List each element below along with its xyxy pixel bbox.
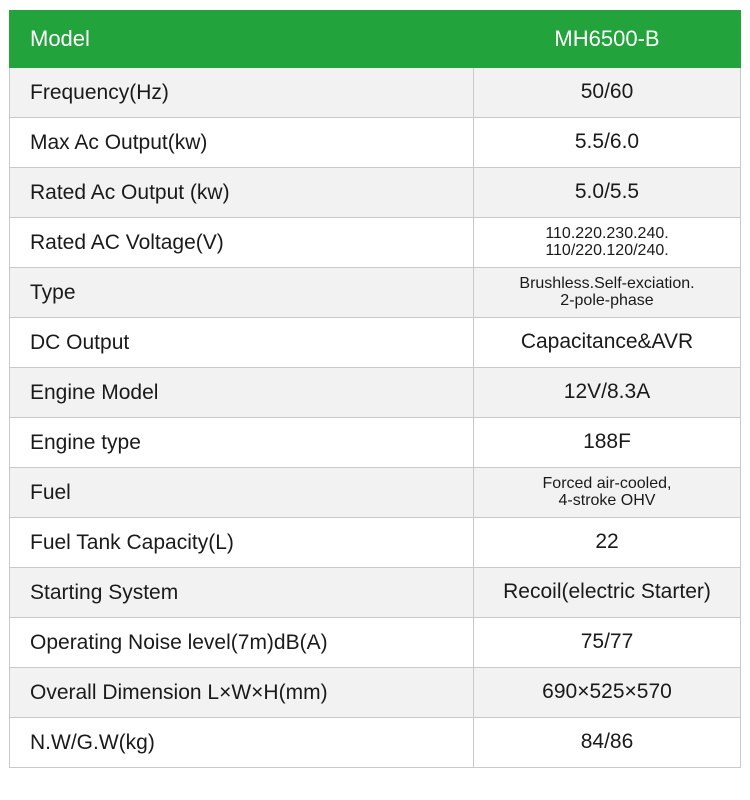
spec-value-line: 75/77: [580, 630, 634, 654]
spec-value: [474, 618, 741, 668]
table-row: [10, 568, 741, 618]
table-row: [10, 318, 741, 368]
spec-label: Fuel Tank Capacity(L): [10, 518, 474, 568]
table-row: [10, 418, 741, 468]
spec-label: Rated AC Voltage(V): [10, 218, 474, 268]
header-value-model: MH6500-B: [474, 11, 741, 68]
spec-value-line: 110.220.230.240.: [545, 224, 669, 242]
spec-value-line: 110/220.120/240.: [545, 241, 669, 259]
spec-label: Starting System: [10, 568, 474, 618]
spec-value-line: 12V/8.3A: [563, 380, 651, 404]
table-row: [10, 718, 741, 768]
spec-value-line: 4-stroke OHV: [558, 491, 656, 509]
spec-value-line: 5.5/6.0: [574, 130, 640, 154]
spec-value: [474, 468, 741, 518]
table-header-row: [10, 11, 741, 68]
spec-value: [474, 418, 741, 468]
spec-value: [474, 318, 741, 368]
spec-value-line: 22: [595, 530, 619, 554]
spec-value: [474, 718, 741, 768]
spec-label: Max Ac Output(kw): [10, 118, 474, 168]
spec-table-body: [10, 68, 741, 768]
table-row: [10, 368, 741, 418]
spec-value: [474, 68, 741, 118]
spec-value: [474, 668, 741, 718]
spec-table: [9, 10, 741, 768]
spec-value: [474, 268, 741, 318]
spec-value-line: Capacitance&AVR: [520, 330, 694, 354]
table-row: [10, 468, 741, 518]
spec-label: Fuel: [10, 468, 474, 518]
spec-value-line: 5.0/5.5: [574, 180, 640, 204]
table-row: [10, 218, 741, 268]
spec-label: Engine type: [10, 418, 474, 468]
spec-label: Engine Model: [10, 368, 474, 418]
table-row: [10, 518, 741, 568]
spec-value: [474, 218, 741, 268]
spec-label: Rated Ac Output (kw): [10, 168, 474, 218]
spec-value-line: 188F: [583, 430, 631, 454]
spec-label: Type: [10, 268, 474, 318]
spec-label: Overall Dimension L×W×H(mm): [10, 668, 474, 718]
spec-value-line: Recoil(electric Starter): [503, 580, 711, 604]
spec-value-line: Brushless.Self-exciation.: [519, 274, 695, 292]
header-label-model: Model: [10, 11, 474, 68]
spec-label: Operating Noise level(7m)dB(A): [10, 618, 474, 668]
spec-label: Frequency(Hz): [10, 68, 474, 118]
table-row: [10, 668, 741, 718]
spec-value-line: 84/86: [580, 730, 634, 754]
spec-value: [474, 518, 741, 568]
spec-value-line: 690×525×570: [542, 680, 672, 704]
spec-label: N.W/G.W(kg): [10, 718, 474, 768]
spec-value: [474, 118, 741, 168]
spec-value: [474, 368, 741, 418]
table-row: [10, 268, 741, 318]
spec-value: [474, 568, 741, 618]
spec-label: DC Output: [10, 318, 474, 368]
table-row: [10, 618, 741, 668]
spec-value-line: 50/60: [580, 80, 634, 104]
table-row: [10, 168, 741, 218]
table-row: [10, 118, 741, 168]
spec-value-line: Forced air-cooled,: [542, 474, 672, 492]
table-row: [10, 68, 741, 118]
spec-value-line: 2-pole-phase: [560, 291, 654, 309]
spec-value: [474, 168, 741, 218]
